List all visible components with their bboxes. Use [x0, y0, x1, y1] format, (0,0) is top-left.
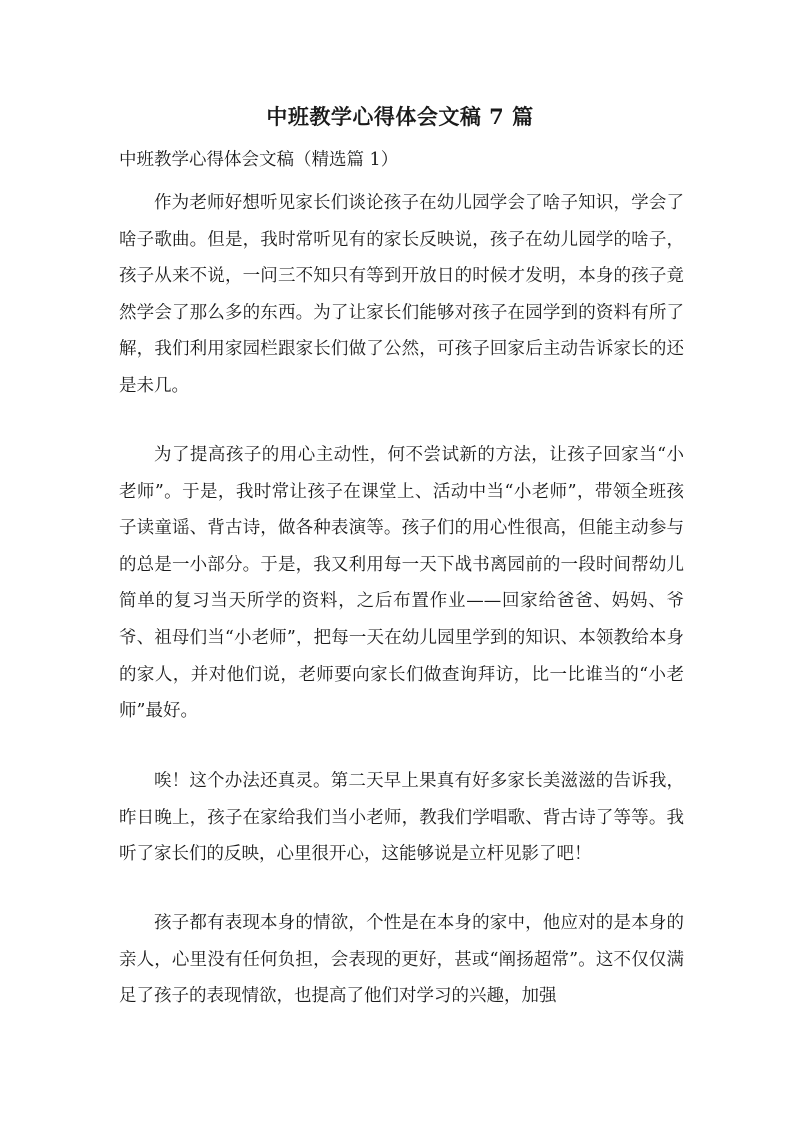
- section-title: 中班教学心得体会文稿（精选篇 1）: [119, 150, 399, 170]
- document-title: 中班教学心得体会文稿 7 篇: [266, 104, 534, 129]
- paragraph: 唉！这个办法还真灵。第二天早上果真有好多家长美滋滋的告诉我，昨日晚上，孩子在家给我们当小老师，教我们学唱歌、背古诗了等等。我听了家长们的反映，心里很开心，这能够说是立杆见影了吧！: [119, 771, 684, 865]
- paragraph: 孩子都有表现本身的情欲，个性是在本身的家中，他应对的是本身的亲人，心里没有任何负担，会表现的更好，甚或“阐扬超常”。这不仅仅满足了孩子的表现情欲，也提高了他们对学习的兴趣，加强: [119, 913, 684, 1007]
- paragraph: 为了提高孩子的用心主动性，何不尝试新的方法，让孩子回家当“小老师”。于是，我时常让孩子在课堂上、活动中当“小老师”，带领全班孩子读童谣、背古诗，做各种表演等。孩子们的用心性很高，但能主动参与的总是一小部分。于是，我又利用每一天下战书离园前的一段时间帮幼儿简单的复习当天所学的资料，之后布置作业——回家给爸爸、妈妈、爷爷、祖母们当“小老师”，把每一天在幼儿园里学到的知识、本领教给本身的家人，并对他们说，老师要向家长们做查询拜访，比一比谁当的“小老师”最好。: [119, 445, 684, 722]
- paragraph: 作为老师好想听见家长们谈论孩子在幼儿园学会了啥子知识，学会了啥子歌曲。但是，我时常听见有的家长反映说，孩子在幼儿园学的啥子，孩子从来不说，一问三不知只有等到开放日的时候才发明，本身的孩子竟然学会了那么多的东西。为了让家长们能够对孩子在园学到的资料有所了解，我们利用家园栏跟家长们做了公然，可孩子回家后主动告诉家长的还是未几。: [119, 193, 684, 396]
